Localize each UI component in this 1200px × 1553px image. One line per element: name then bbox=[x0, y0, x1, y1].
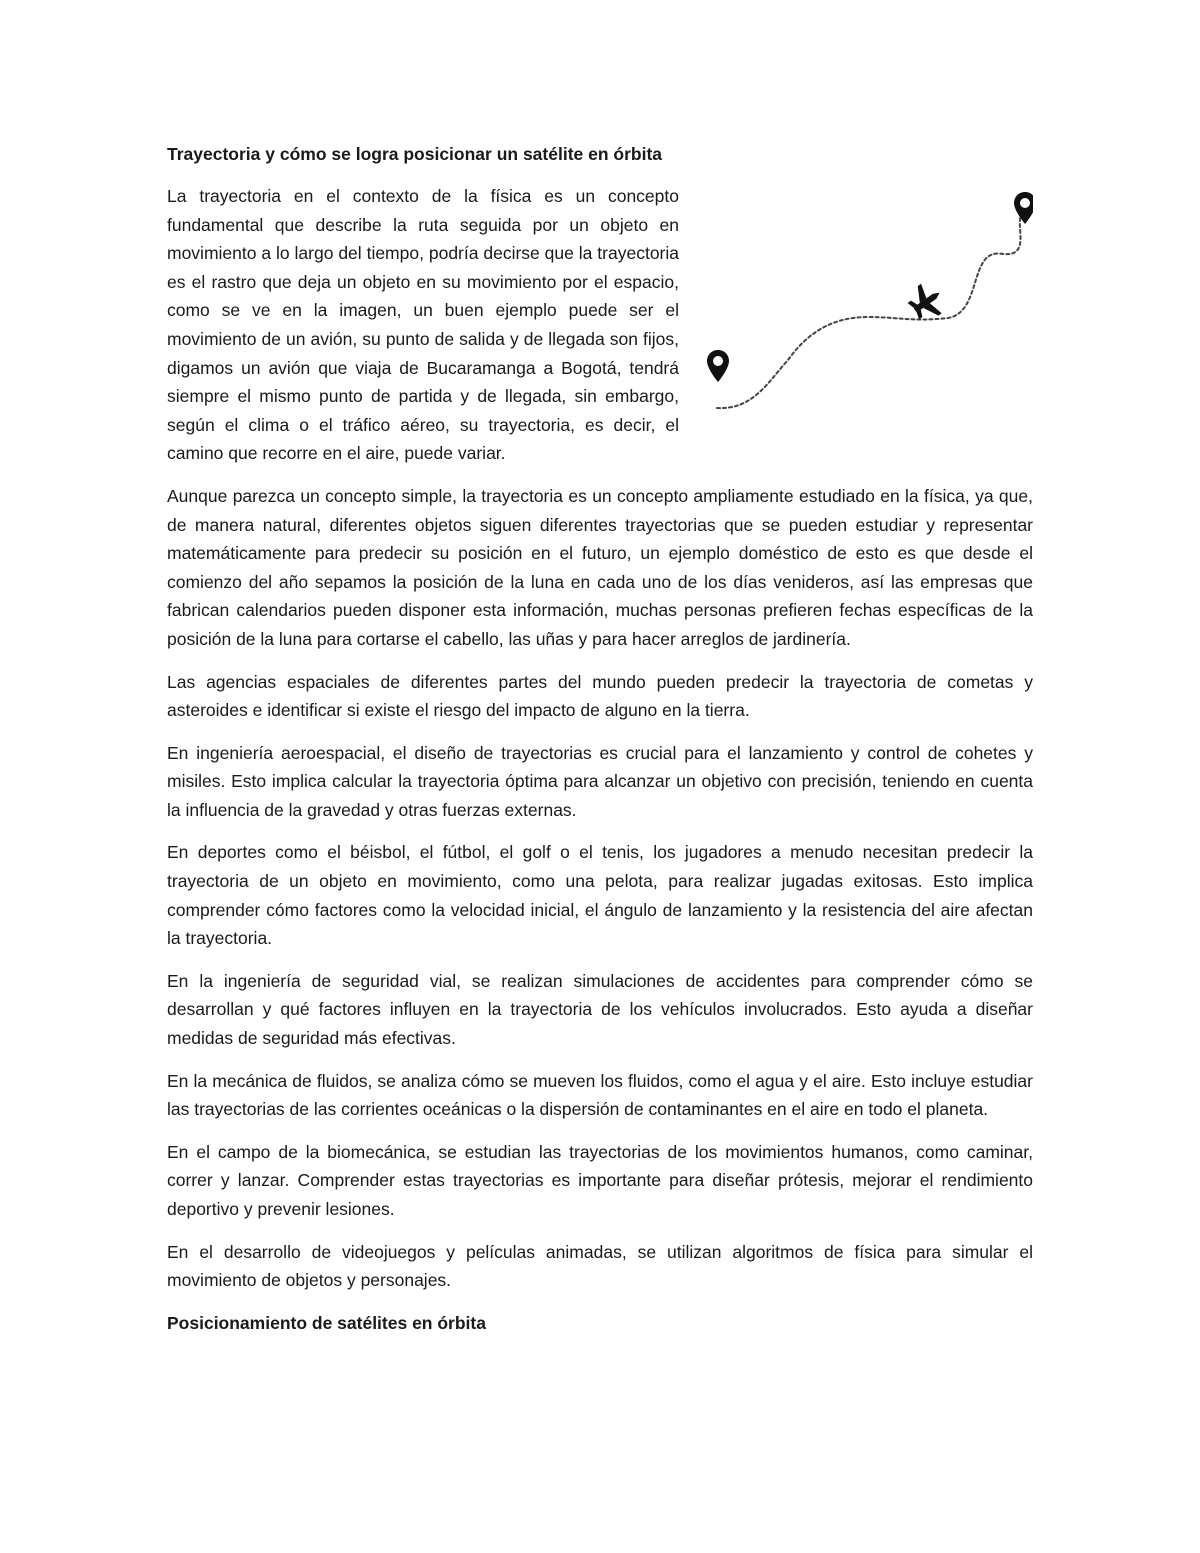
map-pin-icon bbox=[707, 350, 729, 382]
trajectory-illustration bbox=[693, 182, 1033, 442]
dotted-flight-path bbox=[717, 212, 1023, 408]
paragraph: En ingeniería aeroespacial, el diseño de trayectorias es crucial para el lanzamiento y control de cohetes y misiles. Esto implica calcular la trayectoria óptima para alcanzar un objetivo con precisión, teniendo en cuenta la influencia de la gravedad y otras fuerzas externas. bbox=[167, 742, 1033, 820]
paragraph: En deportes como el béisbol, el fútbol, el golf o el tenis, los jugadores a menudo necesitan predecir la trayectoria de un objeto en movimiento, como una pelota, para realizar jugadas exitosas. Esto implica comprender cómo factores como la velocidad inicial, el ángulo de lanzamiento y la resistencia del aire afectan la trayectoria. bbox=[167, 842, 1033, 949]
document-body bbox=[167, 140, 1033, 1337]
paragraph: Las agencias espaciales de diferentes partes del mundo pueden predecir la trayectoria de cometas y asteroides e identificar si existe el riesgo del impacto de alguno en la tierra. bbox=[167, 671, 1033, 721]
paragraph: En la mecánica de fluidos, se analiza cómo se mueven los fluidos, como el agua y el aire. Esto incluye estudiar las trayectorias de las corrientes oceánicas o la dispersión de contaminantes en el aire en todo el planeta. bbox=[167, 1070, 1033, 1120]
paragraph: La trayectoria en el contexto de la física es un concepto fundamental que describe la ruta seguida por un objeto en movimiento a lo largo del tiempo, podría decirse que la trayectoria es el rastro que deja un objeto en su movimiento por el espacio, como se ve en la imagen, un buen ejemplo puede ser el movimiento de un avión, su punto de salida y de llegada son fijos, digamos un avión que viaja de Bucaramanga a Bogotá, tendrá siempre el mismo punto de partida y de llegada, sin embargo, según el clima o el tráfico aéreo, su trayectoria, es decir, el camino que recorre en el aire, puede variar. bbox=[167, 186, 679, 464]
paragraph: En el campo de la biomecánica, se estudian las trayectorias de los movimientos humanos, como caminar, correr y lanzar. Comprender estas trayectorias es importante para diseñar prótesis, mejorar el rendimiento deportivo y prevenir lesiones. bbox=[167, 1141, 1033, 1219]
section-heading: Posicionamiento de satélites en órbita bbox=[167, 1312, 486, 1333]
paragraph: Aunque parezca un concepto simple, la trayectoria es un concepto ampliamente estudiado en la física, ya que, de manera natural, diferentes objetos siguen diferentes trayectorias que se pueden estudiar y representar matemáticamente para predecir su posición en el futuro, un ejemplo doméstico de esto es que desde el comienzo del año sepamos la posición de la luna en cada uno de los días venideros, así las empresas que fabrican calendarios pueden disponer esta información, muchas personas prefieren fechas específicas de la posición de la luna para cortarse el cabello, las uñas y para hacer arreglos de jardinería. bbox=[167, 485, 1033, 649]
map-pin-icon bbox=[1014, 192, 1033, 224]
paragraph: En el desarrollo de videojuegos y películas animadas, se utilizan algoritmos de física para simular el movimiento de objetos y personajes. bbox=[167, 1241, 1033, 1291]
paragraph: En la ingeniería de seguridad vial, se realizan simulaciones de accidentes para comprender cómo se desarrollan y qué factores influyen en la trayectoria de los vehículos involucrados. Esto ayuda a diseñar medidas de seguridad más efectivas. bbox=[167, 970, 1033, 1049]
document-title: Trayectoria y cómo se logra posicionar un satélite en órbita bbox=[167, 144, 663, 164]
